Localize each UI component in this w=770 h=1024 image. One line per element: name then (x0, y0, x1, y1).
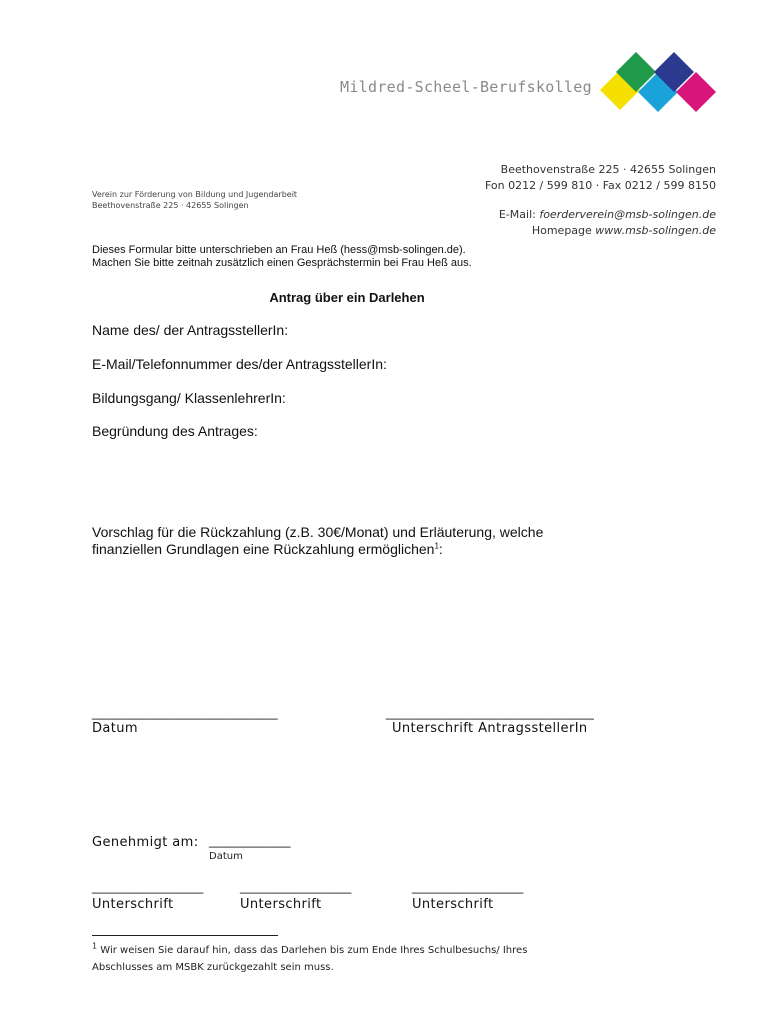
phone-line: Fon 0212 / 599 810 · Fax 0212 / 599 8150 (484, 179, 716, 192)
approval-label: Genehmigt am: (92, 835, 199, 850)
school-logo-icon (596, 50, 720, 114)
approval-signature-label-1: Unterschrift (92, 897, 174, 912)
footnote (92, 942, 592, 976)
sender-line-2: Beethovenstraße 225 · 42655 Solingen (92, 201, 249, 210)
field-repayment-line-1: Vorschlag für die Rückzahlung (z.B. 30€/Monat) und Erläuterung, welche (92, 524, 544, 540)
repayment-suffix: : (438, 541, 443, 557)
footnote-line-1 (92, 942, 592, 959)
field-contact: E-Mail/Telefonnummer des/der AntragsstellerIn: (92, 356, 387, 372)
approval-signature-line-2: _______________ (240, 879, 352, 894)
approval-date-line: ___________ (209, 833, 291, 848)
footnote-text-1: Wir weisen Sie darauf hin, dass das Darlehen bis zum Ende Ihres Schulbesuchs/ Ihres (100, 945, 528, 956)
email-link[interactable]: foerderverein@msb-solingen.de (539, 208, 716, 221)
homepage-prefix: Homepage (531, 224, 596, 237)
footnote-line-2: Abschlusses am MSBK zurückgezahlt sein muss. (92, 962, 334, 973)
applicant-signature-label: Unterschrift AntragsstellerIn (392, 721, 588, 736)
approval-signature-label-3: Unterschrift (412, 897, 494, 912)
footnote-ref: 1 (434, 541, 439, 551)
date-label: Datum (92, 721, 138, 736)
field-reason: Begründung des Antrages: (92, 423, 258, 439)
field-repayment-line-2 (92, 541, 443, 557)
field-education: Bildungsgang/ KlassenlehrerIn: (92, 390, 286, 406)
approval-date-label: Datum (209, 851, 243, 862)
homepage-link[interactable]: www.msb-solingen.de (595, 224, 716, 237)
approval-signature-line-1: _______________ (92, 879, 204, 894)
approval-signature-line-3: _______________ (412, 879, 524, 894)
school-name: Mildred-Scheel-Berufskolleg (340, 78, 592, 96)
repayment-text: finanziellen Grundlagen eine Rückzahlung ermöglichen (92, 541, 435, 557)
date-signature-line: _________________________ (92, 705, 278, 720)
sender-line-1: Verein zur Förderung von Bildung und Jugendarbeit (92, 190, 298, 199)
form-title: Antrag über ein Darlehen (269, 290, 425, 305)
address-line: Beethovenstraße 225 · 42655 Solingen (500, 163, 716, 176)
notice-line-1: Dieses Formular bitte unterschrieben an Frau Heß (hess@msb-solingen.de). (92, 244, 466, 256)
footnote-number: 1 (92, 941, 98, 951)
approval-signature-label-2: Unterschrift (240, 897, 322, 912)
applicant-signature-line: ____________________________ (386, 705, 595, 720)
field-applicant-name: Name des/ der AntragsstellerIn: (92, 322, 289, 338)
notice-line-2: Machen Sie bitte zeitnah zusätzlich einen Gesprächstermin bei Frau Heß aus. (92, 257, 472, 269)
email-prefix: E-Mail: (498, 208, 540, 221)
email-line (499, 208, 716, 221)
footnote-divider (92, 935, 278, 936)
homepage-line (532, 224, 716, 237)
